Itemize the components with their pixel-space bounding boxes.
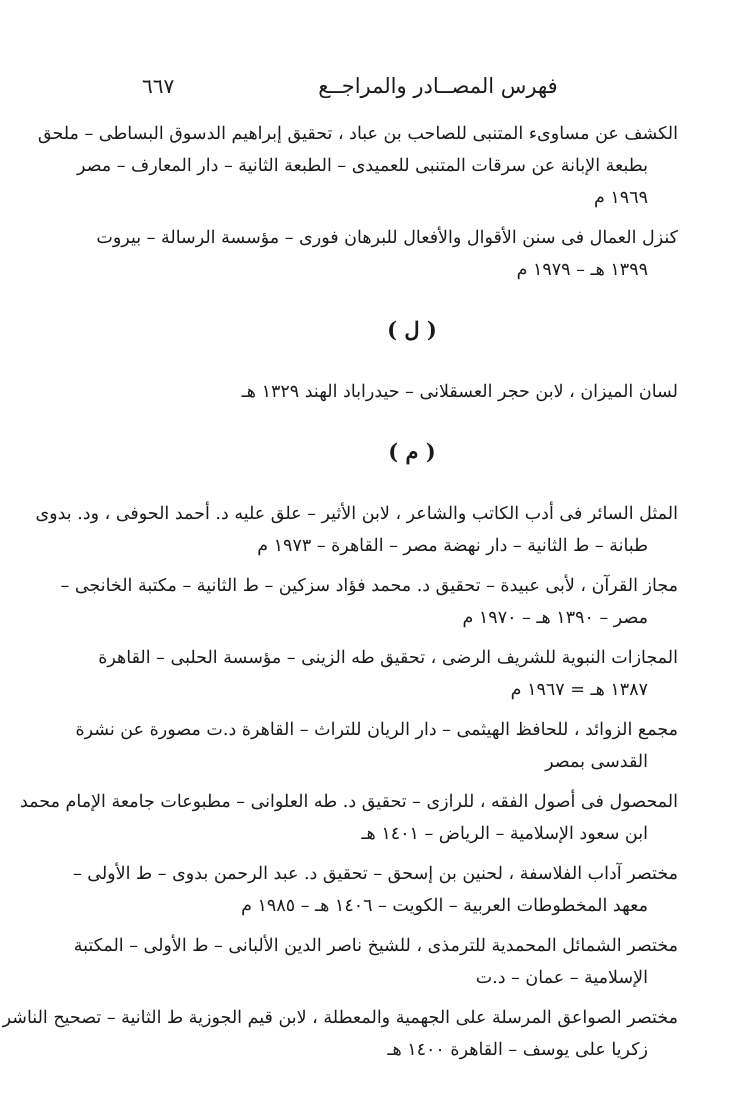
bibliography-entry <box>98 642 678 706</box>
entry-first-line: المثل السائر فى أدب الكاتب والشاعر ، لابن الأثير – علق عليه د. أحمد الحوفى ، ود. بدوى <box>35 504 678 524</box>
running-title: فهرس المصــادر والمراجــع <box>318 74 558 98</box>
entry-continuation-line: ١٣٩٩ هـ – ١٩٧٩ م <box>516 260 648 280</box>
bibliography-entry <box>112 376 678 408</box>
bibliography-entry <box>2 1002 678 1066</box>
page-header <box>118 72 678 106</box>
entry-continuation-line: طبانة – ط الثانية – دار نهضة مصر – القاهرة – ١٩٧٣ م <box>257 536 648 556</box>
bibliography-entry <box>75 714 678 778</box>
bibliography-entry <box>35 498 678 562</box>
entry-continuation-line: زكريا على يوسف – القاهرة ١٤٠٠ هـ <box>387 1040 648 1060</box>
bibliography-entry <box>72 858 678 922</box>
entry-first-line: مختصر آداب الفلاسفة ، لحنين بن إسحق – تحقيق د. عبد الرحمن بدوى – ط الأولى – <box>72 864 678 884</box>
entry-first-line: المحصول فى أصول الفقه ، للرازى – تحقيق د. طه العلوانى – مطبوعات جامعة الإمام محمد <box>20 792 678 812</box>
bibliography-entry <box>20 786 678 850</box>
bibliography-entry <box>37 118 678 214</box>
entry-first-line: الكشف عن مساوىء المتنبى للصاحب بن عباد ، تحقيق إبراهيم الدسوق البساطى – ملحق <box>37 124 678 144</box>
entry-continuation-line: مصر – ١٣٩٠ هـ – ١٩٧٠ م <box>462 608 648 628</box>
section-letter-heading: ( ل ) <box>387 317 437 342</box>
bibliography-entry <box>73 930 678 994</box>
entry-first-line: مختصر الشمائل المحمدية للترمذى ، للشيخ ناصر الدين الألبانى – ط الأولى – المكتبة <box>73 936 678 956</box>
entry-continuation-line: بطبعة الإبانة عن سرقات المتنبى للعميدى – الطبعة الثانية – دار المعارف – مصر <box>76 156 648 176</box>
entry-first-line: لسان الميزان ، لابن حجر العسقلانى – حيدراباد الهند ١٣٢٩ هـ <box>241 382 678 402</box>
entry-first-line: كنزل العمال فى سنن الأقوال والأفعال للبرهان فورى – مؤسسة الرسالة – بيروت <box>96 228 678 248</box>
page-number: ٦٦٧ <box>142 74 175 98</box>
bibliography-body <box>2 118 678 1074</box>
entry-continuation-line: ١٣٨٧ هـ = ١٩٦٧ م <box>510 680 648 700</box>
entry-first-line: مختصر الصواعق المرسلة على الجهمية والمعطلة ، لابن قيم الجوزية ط الثانية – تصحيح الناشر <box>2 1008 678 1028</box>
bibliography-entry <box>60 570 678 634</box>
entry-first-line: مجمع الزوائد ، للحافظ الهيثمى – دار الريان للتراث – القاهرة د.ت مصورة عن نشرة <box>75 720 678 740</box>
entry-first-line: مجاز القرآن ، لأبى عبيدة – تحقيق د. محمد فؤاد سزكين – ط الثانية – مكتبة الخانجى – <box>60 576 678 596</box>
bibliography-entry <box>96 222 678 286</box>
entry-continuation-line: ١٩٦٩ م <box>593 188 648 208</box>
entry-continuation-line: معهد المخطوطات العربية – الكويت – ١٤٠٦ هـ – ١٩٨٥ م <box>241 896 648 916</box>
entry-continuation-line: الإسلامية – عمان – د.ت <box>475 968 648 988</box>
entry-continuation-line: ابن سعود الإسلامية – الرياض – ١٤٠١ هـ <box>361 824 648 844</box>
section-letter-heading: ( م ) <box>388 439 436 464</box>
entry-first-line: المجازات النبوية للشريف الرضى ، تحقيق طه الزينى – مؤسسة الحلبى – القاهرة <box>98 648 678 668</box>
entry-continuation-line: القدسى بمصر <box>545 752 648 772</box>
